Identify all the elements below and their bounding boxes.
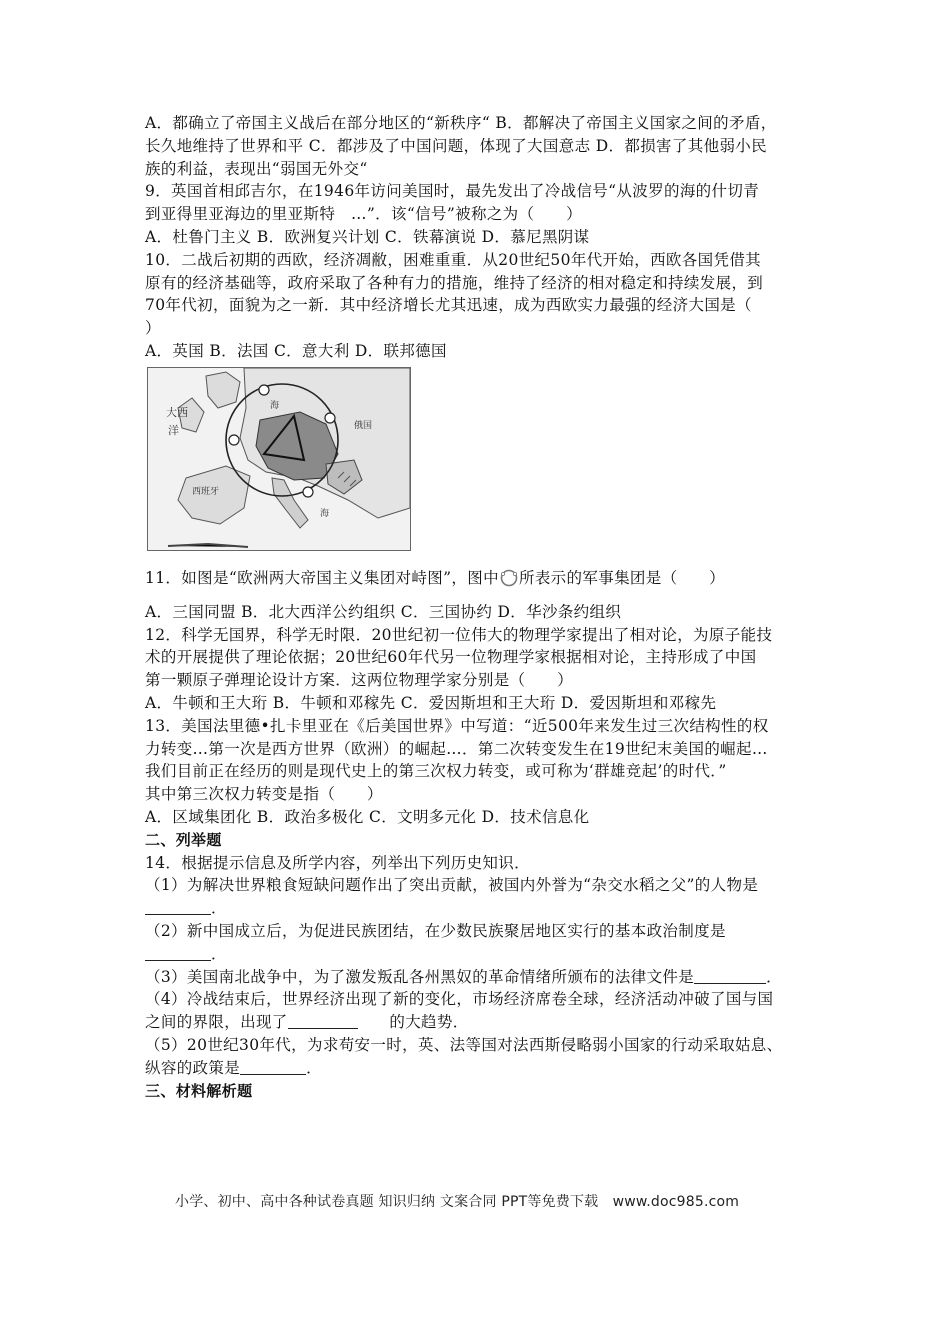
section-heading-material: 三、材料解析题 [145, 1081, 253, 1100]
question-14-3-text: （3）美国南北战争中，为了激发叛乱各州黑奴的革命情绪所颁布的法律文件是 [145, 967, 695, 986]
answer-blank-line [145, 897, 825, 920]
page-footer: 小学、初中、高中各种试卷真题 知识归纳 文案合同 PPT等免费下载 www.doc985.com [175, 1194, 740, 1210]
question-11-text-b: 所表示的军事集团是（ ） [518, 568, 726, 587]
answer-options: A．英国 B．法国 C．意大利 D．联邦德国 [145, 341, 447, 360]
question-14-5b [145, 1057, 825, 1080]
punctuation: ． [211, 944, 227, 963]
answer-options: A．牛顿和王大珩 B．牛顿和邓稼先 C．爱因斯坦和王大珩 D．爱因斯坦和邓稼先 [145, 693, 717, 712]
question-10: 10．二战后初期的西欧，经济凋敝，困难重重．从20世纪50年代开始，西欧各国凭借其 [145, 250, 762, 269]
answer-blank-2[interactable] [145, 946, 211, 961]
europe-map-image [147, 367, 411, 551]
question-14-5-text: 纵容的政策是 [145, 1058, 241, 1077]
answer-blank-3[interactable] [694, 969, 766, 984]
answer-options: A．杜鲁门主义 B．欧洲复兴计划 C．铁幕演说 D．慕尼黑阴谋 [145, 227, 590, 246]
map-label-spain: 西班牙 [192, 486, 220, 497]
circle-symbol-icon [499, 568, 519, 588]
question-9: 9．英国首相邱吉尔，在1946年访问美国时，最先发出了冷战信号“从波罗的海的什切青 [145, 182, 760, 201]
text-line: 族的利益，表现出“弱国无外交“ [145, 159, 368, 178]
question-11-text-a: 11．如图是“欧洲两大帝国主义集团对峙图”，图中 [145, 568, 499, 587]
text-line: 到亚得里亚海边的里亚斯特 …”．该“信号”被称之为（ ） [145, 205, 582, 224]
question-12: 12．科学无国界，科学无时限．20世纪初一位伟大的物理学家提出了相对论，为原子能技 [145, 625, 773, 644]
question-11 [145, 565, 825, 591]
text-line: 力转变…第一次是西方世界（欧洲）的崛起…．第二次转变发生在19世纪末美国的崛起… [145, 739, 768, 758]
question-14-3 [145, 966, 825, 989]
text-line: 原有的经济基础等，政府采取了各种有力的措施，维持了经济的相对稳定和持续发展，到 [145, 273, 764, 292]
map-label-sea: 海 [270, 400, 280, 411]
answer-blank-1[interactable] [145, 900, 211, 915]
answer-blank-line [145, 943, 825, 966]
text-line: 术的开展提供了理论依据；20世纪60年代另一位物理学家根据相对论，主持形成了中国 [145, 648, 757, 667]
text-line: 长久地维持了世界和平 C．都涉及了中国问题，体现了大国意志 D．都损害了其他弱小民 [145, 136, 767, 155]
question-14-2: （2）新中国成立后，为促进民族团结，在少数民族聚居地区实行的基本政治制度是 [145, 921, 726, 940]
question-14-4-text-end: 的大趋势． [357, 1013, 469, 1032]
text-line: 我们目前正在经历的则是现代史上的第三次权力转变，或可称为‘群雄竞起’的时代．” [145, 762, 727, 781]
answer-options: A．三国同盟 B．北大西洋公约组织 C．三国协约 D．华沙条约组织 [145, 602, 622, 621]
text-line: 其中第三次权力转变是指（ ） [145, 785, 383, 804]
question-14-5: （5）20世纪30年代，为求苟安一时，英、法等国对法西斯侵略弱小国家的行动采取姑息、 [145, 1035, 783, 1054]
text-line: A．都确立了帝国主义战后在部分地区的“新秩序“ B．都解决了帝国主义国家之间的矛盾， [145, 114, 777, 132]
question-14-4-text: 之间的界限，出现了 [145, 1013, 288, 1032]
answer-options: A．区域集团化 B．政治多极化 C．文明多元化 D．技术信息化 [145, 807, 590, 826]
document-body [145, 112, 825, 1102]
map-label-atlantic: 大西 [166, 405, 188, 419]
map-label-sea-2: 海 [320, 508, 330, 519]
question-14: 14．根据提示信息及所学内容，列举出下列历史知识． [145, 853, 530, 872]
section-heading-listing: 二、列举题 [145, 830, 222, 849]
europe-map-drawing [148, 368, 410, 550]
question-14-4b [145, 1011, 825, 1034]
map-label-russia: 俄国 [354, 420, 373, 431]
punctuation: ． [766, 967, 782, 986]
question-14-4: （4）冷战结束后，世界经济出现了新的变化，市场经济席卷全球，经济活动冲破了国与国 [145, 990, 774, 1009]
question-14-1: （1）为解决世界粮食短缺问题作出了突出贡献，被国内外誉为“杂交水稻之父”的人物是 [145, 876, 759, 895]
answer-blank-4[interactable] [288, 1014, 358, 1029]
text-line: 第一颗原子弹理论设计方案．这两位物理学家分别是（ ） [145, 671, 573, 690]
answer-blank-5[interactable] [240, 1060, 306, 1075]
question-13: 13．美国法里德•扎卡里亚在《后美国世界》中写道：“近500年来发生过三次结构性的权 [145, 716, 769, 735]
punctuation: ． [211, 899, 227, 918]
text-line: 70年代初，面貌为之一新．其中经济增长尤其迅速，成为西欧实力最强的经济大国是（ [145, 296, 752, 315]
map-label-atlantic-2: 洋 [168, 423, 179, 437]
punctuation: ． [306, 1058, 322, 1077]
text-line: ） [145, 319, 161, 338]
